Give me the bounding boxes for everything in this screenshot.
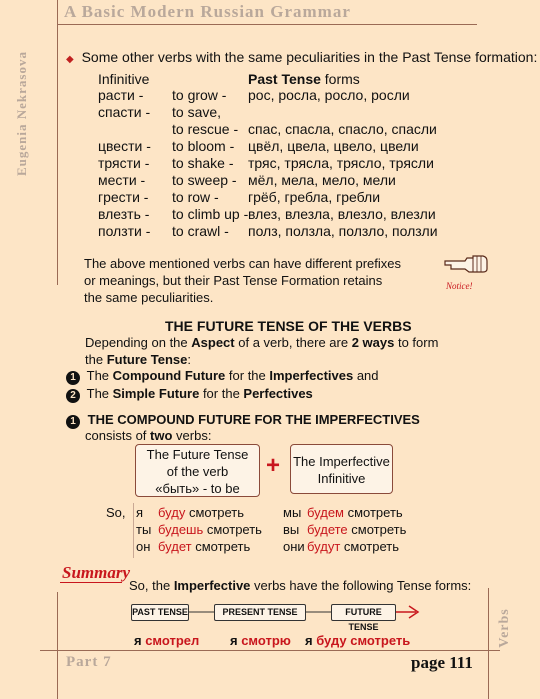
table-row: трясти - bbox=[98, 155, 150, 171]
left-rule bbox=[57, 0, 58, 285]
author-name: Eugenia Nekrasova bbox=[14, 51, 29, 176]
table-row: грести - bbox=[98, 189, 149, 205]
table-row-en: to save, bbox=[172, 104, 222, 120]
table-row-past: рос, росла, росло, росли bbox=[248, 87, 410, 103]
table-row-past: мёл, мела, мело, мели bbox=[248, 172, 396, 188]
page-number: page 111 bbox=[411, 653, 473, 672]
col-infinitive: Infinitive bbox=[98, 71, 150, 87]
table-row-past: полз, ползла, ползло, ползли bbox=[248, 223, 438, 239]
example-present: я смотрю bbox=[230, 633, 291, 648]
header-rule bbox=[57, 24, 477, 25]
header-title: A Basic Modern Russian Grammar bbox=[64, 2, 351, 21]
table-row-en: to climb up - bbox=[172, 206, 249, 222]
conj-row: ты будешь смотреть bbox=[136, 522, 262, 537]
pointing-hand-icon bbox=[443, 253, 489, 280]
intro-line: ◆ Some other verbs with the same peculiarities in the Past Tense formation: bbox=[66, 49, 538, 65]
part-label: Part 7 bbox=[66, 654, 112, 670]
number-badge: 1 bbox=[66, 415, 80, 429]
past-tense-box: PAST TENSE bbox=[131, 604, 189, 621]
conj-row: я буду смотреть bbox=[136, 505, 245, 520]
compound-sub: consists of two verbs: bbox=[85, 428, 212, 443]
table-row-en: to crawl - bbox=[172, 223, 229, 239]
summary-text: So, the Imperfective verbs have the following Tense forms: bbox=[129, 578, 472, 593]
future-tense-box: FUTURE TENSE bbox=[331, 604, 396, 621]
table-row-past: грёб, гребла, гребли bbox=[248, 189, 381, 205]
so-label: So, bbox=[106, 505, 126, 520]
table-row-en: to bloom - bbox=[172, 138, 235, 154]
table-header bbox=[98, 71, 149, 87]
number-badge: 2 bbox=[66, 389, 80, 403]
compound-heading: 1 THE COMPOUND FUTURE FOR THE IMPERFECTIVES bbox=[66, 412, 420, 429]
table-row-en: to sweep - bbox=[172, 172, 237, 188]
table-row-en: to shake - bbox=[172, 155, 234, 171]
conj-row: мы будем смотреть bbox=[283, 505, 403, 520]
table-row: ползти - bbox=[98, 223, 151, 239]
conj-row: вы будете смотреть bbox=[283, 522, 407, 537]
future-item-2: 2 The Simple Future for the Perfectives bbox=[66, 386, 313, 403]
imperfective-box: The Imperfective Infinitive bbox=[290, 444, 393, 494]
present-tense-box: PRESENT TENSE bbox=[214, 604, 306, 621]
plus-icon: + bbox=[266, 452, 281, 479]
table-row: спасти - bbox=[98, 104, 151, 120]
table-row: влезть - bbox=[98, 206, 150, 222]
side-label: Verbs bbox=[497, 608, 512, 648]
footer-rule bbox=[40, 650, 500, 651]
conj-row: он будет смотреть bbox=[136, 539, 251, 554]
left-bottom-rule bbox=[57, 592, 58, 699]
table-row: цвести - bbox=[98, 138, 151, 154]
diamond-bullet-icon: ◆ bbox=[66, 54, 74, 65]
future-intro: Depending on the Aspect of a verb, there are 2 ways to form the Future Tense: bbox=[85, 335, 439, 367]
table-row-past: тряс, трясла, трясло, трясли bbox=[248, 155, 434, 171]
table-row-en: to row - bbox=[172, 189, 219, 205]
example-future: я буду смотреть bbox=[305, 633, 411, 648]
summary-underline bbox=[60, 582, 122, 583]
future-heading: THE FUTURE TENSE OF THE VERBS bbox=[165, 318, 412, 334]
example-past: я смотрел bbox=[134, 633, 200, 648]
col-past-header: Past Tense forms bbox=[248, 71, 360, 87]
table-row-past: влез, влезла, влезло, влезли bbox=[248, 206, 436, 222]
table-row: мести - bbox=[98, 172, 146, 188]
number-badge: 1 bbox=[66, 371, 80, 385]
table-row-en: to rescue - bbox=[172, 121, 239, 137]
note-paragraph: The above mentioned verbs can have different prefixes or meanings, but their Past Tense Formation retains the same peculiarities. bbox=[84, 256, 402, 305]
notice-label: Notice! bbox=[446, 281, 473, 291]
future-be-box: The Future Tense of the verb «быть» - to be bbox=[135, 444, 260, 497]
conj-row: они будут смотреть bbox=[283, 539, 399, 554]
conjugation-rule bbox=[133, 503, 134, 558]
table-row-en: to grow - bbox=[172, 87, 227, 103]
table-row: расти - bbox=[98, 87, 144, 103]
summary-label: Summary bbox=[62, 563, 131, 582]
table-row-past: спас, спасла, спасло, спасли bbox=[248, 121, 437, 137]
right-bottom-rule bbox=[488, 588, 489, 699]
future-item-1: 1 The Compound Future for the Imperfectives and bbox=[66, 368, 379, 385]
table-row-past: цвёл, цвела, цвело, цвели bbox=[248, 138, 419, 154]
